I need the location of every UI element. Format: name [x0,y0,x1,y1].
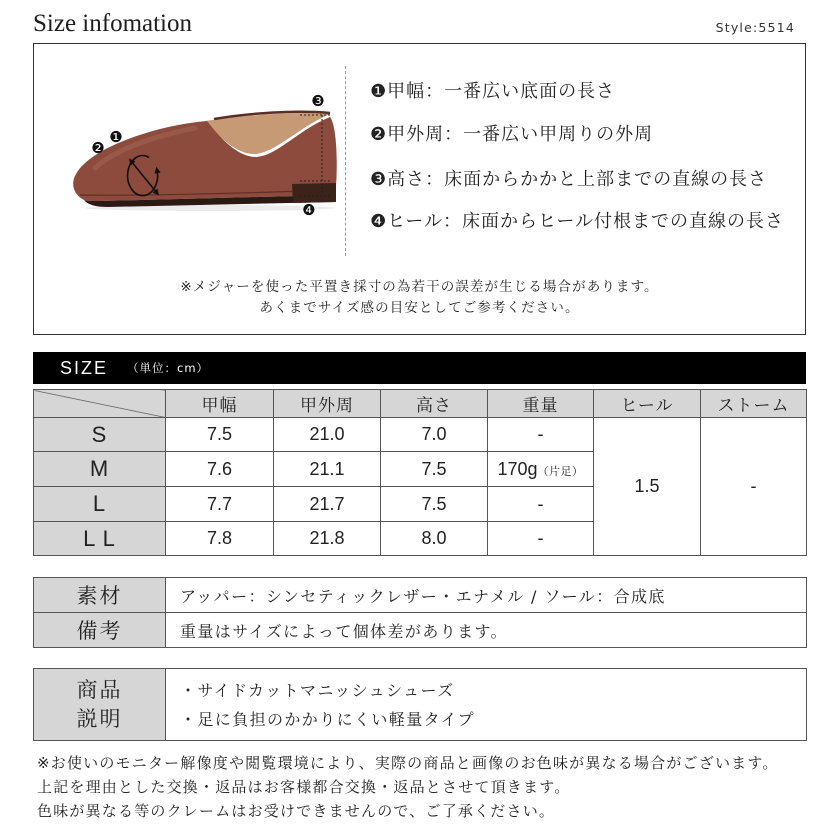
marker-one: ❶ [109,128,123,146]
style-code: Style:5514 [715,20,795,35]
spec-table [33,577,807,648]
footer-notes [37,751,779,823]
measure-item-number: ❷ [370,124,388,145]
size-label: L L [34,522,166,556]
weight-cell: - [488,522,594,556]
weight-note: （片足） [537,464,584,478]
spec-label: 備考 [34,613,166,648]
width-cell: 7.7 [166,487,274,522]
marker-four: ❹ [302,201,316,219]
girth-cell: 21.7 [274,487,381,522]
width-cell: 7.5 [166,418,274,452]
heel-cell: 1.5 [594,418,701,556]
table-row [34,418,807,452]
col-header-heel: ヒール [594,390,701,418]
description-label-line: 説明 [76,706,123,731]
measure-item-text: 甲幅：一番広い底面の長さ [387,81,616,102]
description-label [34,669,166,741]
footer-note: ※お使いのモニター解像度や閲覧環境により、実際の商品と画像のお色味が異なる場合がございます。 [37,754,779,772]
measure-item-number: ❹ [370,211,388,232]
description-value [166,669,807,741]
dashed-divider [345,66,346,256]
footer-note: 上記を理由とした交換・返品はお客様都合交換・返品とさせて頂きます。 [37,778,571,796]
size-label: S [34,418,166,452]
measure-item-text: ヒール：床面からヒール付根までの直線の長さ [387,211,784,232]
description-item: ・サイドカットマニッシュシューズ [180,680,455,700]
weight-cell: - [488,487,594,522]
size-label: M [34,452,166,487]
description-table [33,668,807,741]
description-row [34,669,807,741]
weight-value: 170g [497,458,538,479]
storm-cell: - [701,418,807,556]
page-title: Size infomation [33,10,192,37]
height-cell: 7.5 [381,452,488,487]
spec-value: アッパー：シンセティックレザー・エナメル / ソール：合成底 [166,578,807,613]
girth-cell: 21.8 [274,522,381,556]
weight-cell: - [488,418,594,452]
description-label-line: 商品 [76,677,123,702]
marker-two: ❷ [91,139,105,157]
description-item: ・足に負担のかかりにくい軽量タイプ [180,709,476,729]
spec-value: 重量はサイズによって個体差があります。 [166,613,807,648]
measure-note: ※メジャーを使った平置き採寸の為若干の誤差が生じる場合があります。 [180,279,659,295]
weight-cell [488,452,594,487]
measure-item-text: 甲外周：一番広い甲周りの外周 [387,124,654,145]
spec-row-material [34,578,807,613]
width-cell: 7.6 [166,452,274,487]
footer-note: 色味が異なる等のクレームはお受けできませんので、ご了承ください。 [37,802,556,820]
height-cell: 7.0 [381,418,488,452]
spec-row-remarks [34,613,807,648]
measure-note: あくまでサイズ感の目安としてご参考ください。 [259,300,580,316]
girth-cell: 21.0 [274,418,381,452]
measure-item-height [370,166,767,194]
measure-item-number: ❶ [370,81,388,102]
size-table [33,389,807,556]
size-label: L [34,487,166,522]
measurement-guide [33,43,806,335]
measure-item-width [370,78,615,106]
girth-cell: 21.1 [274,452,381,487]
shoe-heel [292,183,336,203]
shoe-illustration [60,80,350,230]
measure-item-heel [370,208,784,236]
height-cell: 8.0 [381,522,488,556]
col-header-height: 高さ [381,390,488,418]
measure-item-text: 高さ：床面からかかと上部までの直線の長さ [387,169,768,190]
size-table-header-row [34,390,807,418]
height-cell: 7.5 [381,487,488,522]
measure-item-number: ❸ [370,169,388,190]
col-header-storm: ストーム [701,390,807,418]
corner-cell [34,390,166,418]
col-header-width: 甲幅 [166,390,274,418]
measure-item-girth [370,121,653,149]
marker-three: ❸ [311,92,325,110]
width-cell: 7.8 [166,522,274,556]
size-section-header [33,352,806,384]
col-header-weight: 重量 [488,390,594,418]
size-unit: （単位：cm） [127,361,210,375]
spec-label: 素材 [34,578,166,613]
col-header-girth: 甲外周 [274,390,381,418]
size-title: SIZE [60,358,109,378]
